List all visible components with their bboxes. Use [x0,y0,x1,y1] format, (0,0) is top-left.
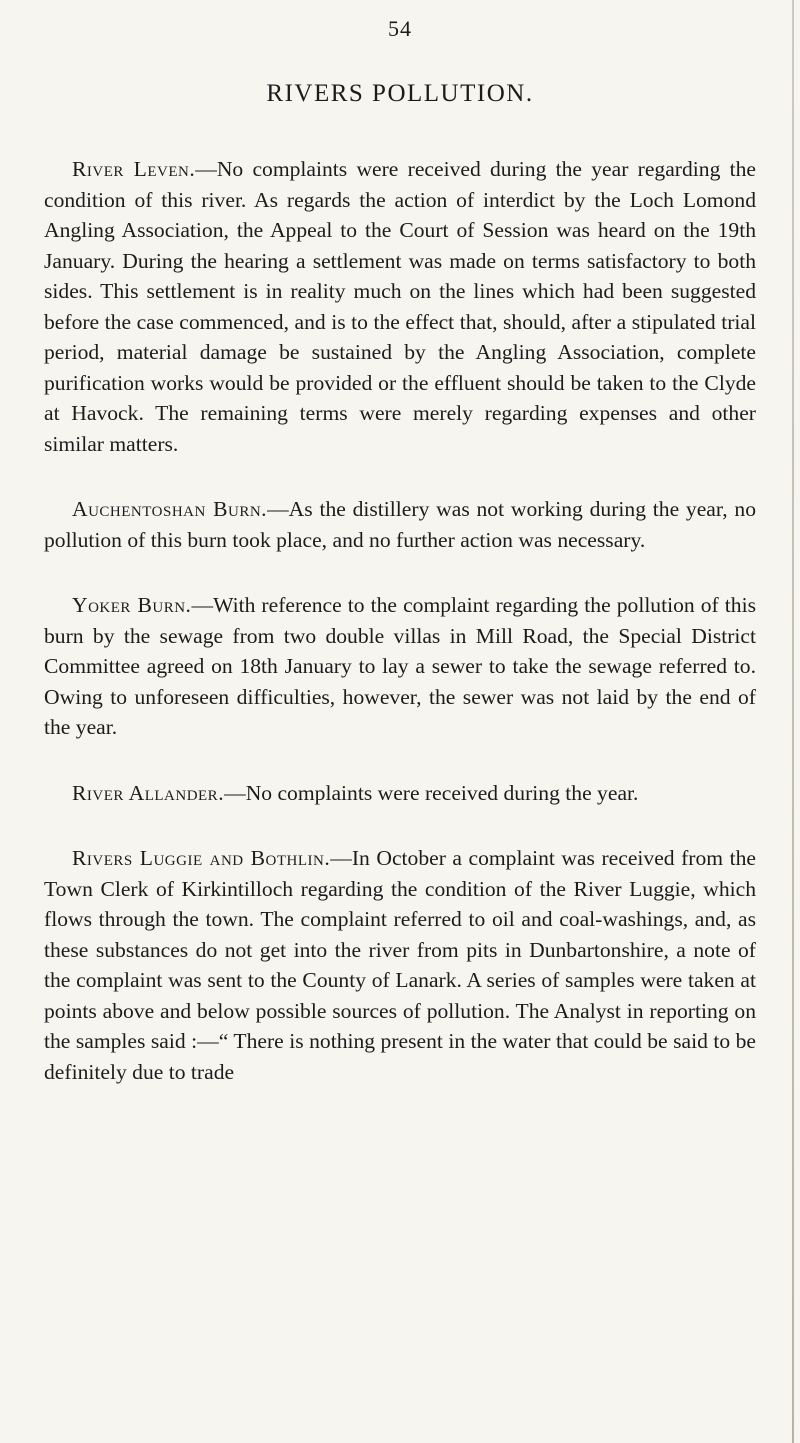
paragraph-heading: River Allander. [72,780,225,805]
paragraph-text: —No complaints were received during the year. [224,780,639,805]
page-number: 54 [388,16,412,41]
paragraph-river-allander [44,778,756,809]
page-title: RIVERS POLLUTION. [266,80,534,107]
paragraph-heading: River Leven. [72,157,196,181]
paragraph-heading: Rivers Luggie and Bothlin. [72,846,331,870]
paragraph-yoker-burn [44,590,756,743]
paragraph-heading: Auchentoshan Burn. [72,497,268,521]
paragraph-auchentoshan-burn [44,494,756,555]
paragraph-text: —With reference to the complaint regarding the pollution of this burn by the sewage from two double villas in Mill Road, the Special District Committee agreed on 18th January to lay a sewer to take the sewage referred to. Owing to unforeseen difficulties, however, the sewer was not laid by the end of the year. [44,593,757,739]
page-edge-shadow [792,0,794,1443]
document-body [44,154,756,1122]
paragraph-text: —No complaints were received during the year regarding the condition of this river. As regards the action of interdict by the Loch Lomond Angling Association, the Appeal to the Court of Session was heard on the 19th January. During the hearing a settlement was made on terms satisfactory to both sides. This settlement is in reality much on the lines which had been suggested before the case commenced, and is to the effect that, should, after a stipulated trial period, material damage be sustained by the Angling Association, complete purification works would be provided or the effluent should be taken to the Clyde at Havock. The remaining terms were merely regarding expenses and other similar matters. [44,157,756,456]
paragraph-rivers-luggie-bothlin [44,843,756,1087]
paragraph-heading: Yoker Burn. [72,593,192,617]
paragraph-river-leven [44,154,756,459]
paragraph-text: —In October a complaint was received from the Town Clerk of Kirkintilloch regarding the condition of the River Luggie, which flows through the town. The complaint referred to oil and coal-washings, and, as these substances do not get into the river from pits in Dunbartonshire, a note of the complaint was sent to the County of Lanark. A series of samples were taken at points above and below possible sources of pollution. The Analyst in reporting on the samples said :—“ There is nothing present in the water that could be said to be definitely due to trade [44,846,756,1084]
paragraph-text: —As the distillery was not working during the year, no pollution of this burn took place, and no further action was necessary. [44,497,756,552]
